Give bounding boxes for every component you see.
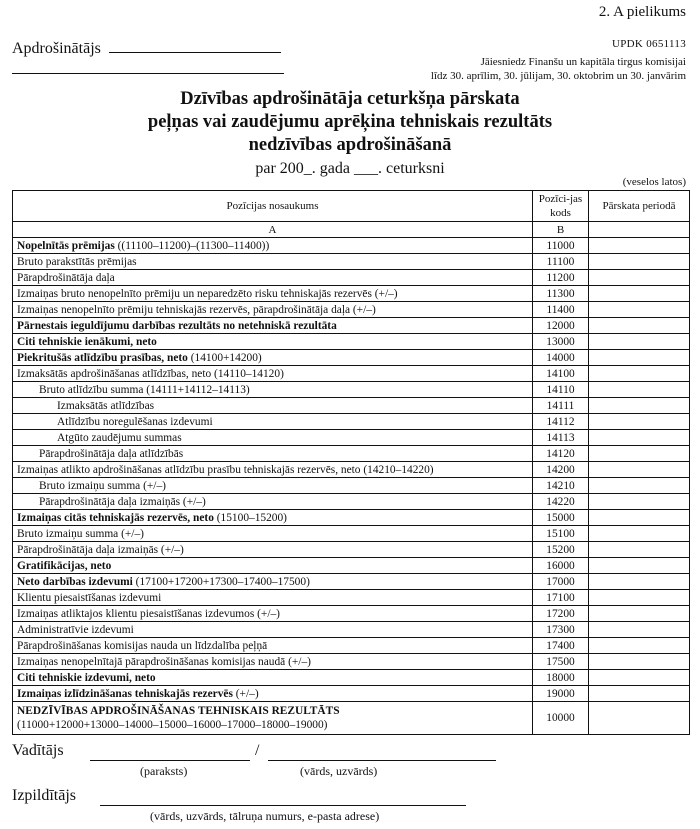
row-code: 15100 (533, 526, 589, 542)
table-row (13, 334, 690, 350)
row-code: 14110 (533, 382, 589, 398)
row-code: 14200 (533, 462, 589, 478)
name-caption: (vārds, uzvārds) (300, 764, 378, 778)
row-code: 11400 (533, 302, 589, 318)
row-label-text: Pārapdrošinātāja daļa izmaiņās (+/–) (39, 495, 206, 508)
row-code: 17000 (533, 574, 589, 590)
row-value-cell[interactable] (589, 494, 690, 510)
manager-label: Vadītājs (12, 742, 64, 759)
row-value-cell[interactable] (589, 478, 690, 494)
submission-note-line-2: līdz 30. aprīlim, 30. jūlijam, 30. oktobrim un 30. janvārim (430, 70, 686, 82)
report-title (0, 88, 700, 157)
row-label-text: Bruto parakstītās prēmijas (17, 255, 137, 268)
row-value-cell[interactable] (589, 606, 690, 622)
row-label (13, 302, 533, 318)
technical-result-table (12, 190, 690, 735)
row-label-bold: Pārnestais ieguldījumu darbības rezultāts no netehniskā rezultāta (17, 319, 337, 332)
row-value-cell[interactable] (589, 302, 690, 318)
submission-note-line-1: Jāiesniedz Finanšu un kapitāla tirgus komisijai (480, 56, 686, 68)
table-row (13, 414, 690, 430)
column-header-period: Pārskata periodā (589, 191, 690, 222)
table-row (13, 606, 690, 622)
row-label (13, 622, 533, 638)
table-row (13, 302, 690, 318)
table-row (13, 430, 690, 446)
row-label (13, 686, 533, 702)
row-value-cell[interactable] (589, 638, 690, 654)
row-value-cell[interactable] (589, 382, 690, 398)
table-row (13, 510, 690, 526)
report-title-line-3: nedzīvības apdrošināšanā (248, 135, 452, 155)
table-row (13, 238, 690, 254)
row-label-text: Izmaiņas atliktajos klientu piesaistīšanas izdevumos (+/–) (17, 607, 280, 620)
row-label-text: Bruto izmaiņu summa (+/–) (17, 527, 144, 540)
row-label-bold: Citi tehniskie ienākumi, neto (17, 335, 157, 348)
row-label-bold: Izmaiņas izlīdzināšanas tehniskajās rezervēs (17, 687, 233, 700)
final-result-title: NEDZĪVĪBAS APDROŠINĀŠANAS TEHNISKAIS REZULTĀTS (17, 705, 340, 717)
submission-note (431, 55, 686, 83)
row-label-text: Izmaksātās apdrošināšanas atlīdzības, neto (14110–14120) (17, 367, 284, 380)
row-value-cell[interactable] (589, 670, 690, 686)
table-row (13, 654, 690, 670)
row-label-text: Bruto atlīdzību summa (14111+14112–14113) (39, 383, 250, 396)
row-label (13, 318, 533, 334)
subheader-b: B (533, 222, 589, 238)
row-value-cell[interactable] (589, 446, 690, 462)
row-value-cell[interactable] (589, 574, 690, 590)
row-label (13, 430, 533, 446)
row-value-cell[interactable] (589, 462, 690, 478)
row-label (13, 462, 533, 478)
row-value-cell[interactable] (589, 366, 690, 382)
report-title-line-2: peļņas vai zaudējumu aprēķina tehniskais rezultāts (147, 112, 553, 132)
row-label-text: Bruto izmaiņu summa (+/–) (39, 479, 166, 492)
row-code: 17400 (533, 638, 589, 654)
row-code: 13000 (533, 334, 589, 350)
row-label-text: (17100+17200+17300–17400–17500) (132, 575, 310, 588)
manager-name-line[interactable] (268, 760, 496, 761)
form-code: UPDK 0651113 (612, 38, 686, 50)
row-code: 14100 (533, 366, 589, 382)
table-row (13, 590, 690, 606)
row-label (13, 574, 533, 590)
executor-label: Izpildītājs (12, 787, 76, 804)
row-code: 14113 (533, 430, 589, 446)
row-label-text: Pārapdrošināšanas komisijas nauda un līdzdalība peļņā (17, 639, 268, 652)
row-code: 15000 (533, 510, 589, 526)
table-row (13, 574, 690, 590)
row-label-text: Izmaiņas nenopelnīto prēmiju tehniskajās rezervēs, pārapdrošinātāja daļa (+/–) (17, 303, 376, 316)
row-code: 19000 (533, 686, 589, 702)
row-label (13, 238, 533, 254)
table-row (13, 670, 690, 686)
row-label (13, 366, 533, 382)
row-label (13, 382, 533, 398)
final-result-row (13, 702, 690, 735)
row-label (13, 286, 533, 302)
table-row (13, 638, 690, 654)
row-value-cell[interactable] (589, 270, 690, 286)
row-code: 14112 (533, 414, 589, 430)
row-value-cell[interactable] (589, 430, 690, 446)
subheader-a: A (13, 222, 533, 238)
row-code: 14000 (533, 350, 589, 366)
row-label-bold: Izmaiņas citās tehniskajās rezervēs, neto (17, 511, 214, 524)
row-label (13, 350, 533, 366)
row-code: 11300 (533, 286, 589, 302)
row-code: 17200 (533, 606, 589, 622)
row-label-text: Atlīdzību noregulēšanas izdevumi (57, 415, 213, 428)
final-result-formula: (11000+12000+13000–14000–15000–16000–17000–18000–19000) (17, 719, 328, 731)
row-value-cell[interactable] (589, 686, 690, 702)
row-label (13, 670, 533, 686)
row-label (13, 654, 533, 670)
row-label-text: Pārapdrošinātāja daļa izmaiņās (+/–) (17, 543, 184, 556)
row-value-cell[interactable] (589, 398, 690, 414)
row-label-bold: Neto darbības izdevumi (17, 575, 133, 588)
row-value-cell[interactable] (589, 318, 690, 334)
row-label-text: Izmaksātās atlīdzības (57, 399, 155, 412)
row-label-text: Izmaiņas nenopelnītajā pārapdrošināšanas komisijas naudā (+/–) (17, 655, 311, 668)
row-value-cell[interactable] (589, 334, 690, 350)
row-code: 14220 (533, 494, 589, 510)
table-row (13, 446, 690, 462)
row-label (13, 446, 533, 462)
table-row (13, 526, 690, 542)
row-code: 14210 (533, 478, 589, 494)
row-label (13, 590, 533, 606)
table-subheader-row (13, 222, 690, 238)
row-label-text: (+/–) (232, 687, 259, 700)
row-label-text: ((11100–11200)–(11300–11400)) (114, 239, 270, 252)
row-label-text: Izmaiņas bruto nenopelnīto prēmiju un neparedzēto risku tehniskajās rezervēs (+/–) (17, 287, 398, 300)
row-label (13, 398, 533, 414)
row-value-cell[interactable] (589, 350, 690, 366)
row-label-text: Atgūto zaudējumu summas (57, 431, 182, 444)
row-label-text: Klientu piesaistīšanas izdevumi (17, 591, 162, 604)
row-value-cell[interactable] (589, 622, 690, 638)
row-label-bold: Nopelnītās prēmijas (17, 239, 115, 252)
manager-signature-block (12, 742, 64, 760)
row-code: 17100 (533, 590, 589, 606)
column-header-code: Pozīci-jas kods (533, 191, 589, 222)
row-code: 12000 (533, 318, 589, 334)
row-value-cell[interactable] (589, 526, 690, 542)
row-label (13, 494, 533, 510)
final-result-value-cell[interactable] (589, 702, 690, 735)
row-code: 14111 (533, 398, 589, 414)
row-label-bold: Gratifikācijas, neto (17, 559, 112, 572)
row-code: 11000 (533, 238, 589, 254)
table-row (13, 558, 690, 574)
annex-label: 2. A pielikums (598, 4, 686, 20)
currency-note: (veselos latos) (622, 176, 686, 188)
row-label (13, 526, 533, 542)
row-code: 11200 (533, 270, 589, 286)
table-row (13, 254, 690, 270)
row-label (13, 254, 533, 270)
final-result-code: 10000 (533, 702, 589, 735)
row-code: 17300 (533, 622, 589, 638)
row-value-cell[interactable] (589, 542, 690, 558)
row-value-cell[interactable] (589, 590, 690, 606)
row-label (13, 558, 533, 574)
table-row (13, 478, 690, 494)
row-value-cell[interactable] (589, 254, 690, 270)
insurer-field (12, 38, 281, 58)
row-value-cell[interactable] (589, 238, 690, 254)
table-row (13, 382, 690, 398)
table-row (13, 286, 690, 302)
column-header-name: Pozīcijas nosaukums (13, 191, 533, 222)
row-label (13, 606, 533, 622)
row-label-text: (15100–15200) (213, 511, 287, 524)
row-code: 15200 (533, 542, 589, 558)
row-value-cell[interactable] (589, 558, 690, 574)
row-label (13, 478, 533, 494)
executor-line[interactable] (100, 805, 466, 806)
row-label (13, 542, 533, 558)
row-code: 17500 (533, 654, 589, 670)
row-label (13, 334, 533, 350)
table-row (13, 270, 690, 286)
row-code: 14120 (533, 446, 589, 462)
row-label-text: (14100+14200) (187, 351, 262, 364)
table-row (13, 318, 690, 334)
executor-caption: (vārds, uzvārds, tālruņa numurs, e-pasta adrese) (150, 809, 380, 823)
report-title-line-1: Dzīvības apdrošinātāja ceturkšņa pārskata (180, 89, 520, 109)
row-label-text: Pārapdrošinātāja daļa (17, 271, 115, 284)
table-row (13, 350, 690, 366)
row-label-text: Pārapdrošinātāja daļa atlīdzībās (39, 447, 184, 460)
insurer-name-line[interactable] (109, 38, 281, 53)
table-row (13, 542, 690, 558)
row-label-bold: Citi tehniskie izdevumi, neto (17, 671, 156, 684)
subheader-empty (589, 222, 690, 238)
table-row (13, 366, 690, 382)
table-row (13, 398, 690, 414)
insurer-label: Apdrošinātājs (12, 40, 101, 57)
manager-signature-line[interactable] (90, 760, 250, 761)
row-value-cell[interactable] (589, 510, 690, 526)
insurer-second-line[interactable] (12, 73, 284, 74)
final-result-label (13, 702, 533, 735)
row-value-cell[interactable] (589, 286, 690, 302)
signature-caption: (paraksts) (140, 764, 188, 778)
row-label (13, 270, 533, 286)
table-row (13, 462, 690, 478)
row-value-cell[interactable] (589, 654, 690, 670)
row-label-text: Izmaiņas atlikto apdrošināšanas atlīdzību prasību tehniskajās rezervēs, neto (14210–14220) (17, 463, 434, 476)
row-label (13, 510, 533, 526)
table-row (13, 686, 690, 702)
report-period: par 200_. gada ___. ceturksni (255, 160, 445, 177)
table-row (13, 622, 690, 638)
row-value-cell[interactable] (589, 414, 690, 430)
row-code: 16000 (533, 558, 589, 574)
row-label-bold: Piekritušās atlīdzību prasības, neto (17, 351, 188, 364)
row-code: 18000 (533, 670, 589, 686)
table-header-row (13, 191, 690, 222)
row-label (13, 414, 533, 430)
row-label-text: Administratīvie izdevumi (17, 623, 134, 636)
name-separator: / (255, 742, 260, 759)
row-label (13, 638, 533, 654)
table-row (13, 494, 690, 510)
row-code: 11100 (533, 254, 589, 270)
